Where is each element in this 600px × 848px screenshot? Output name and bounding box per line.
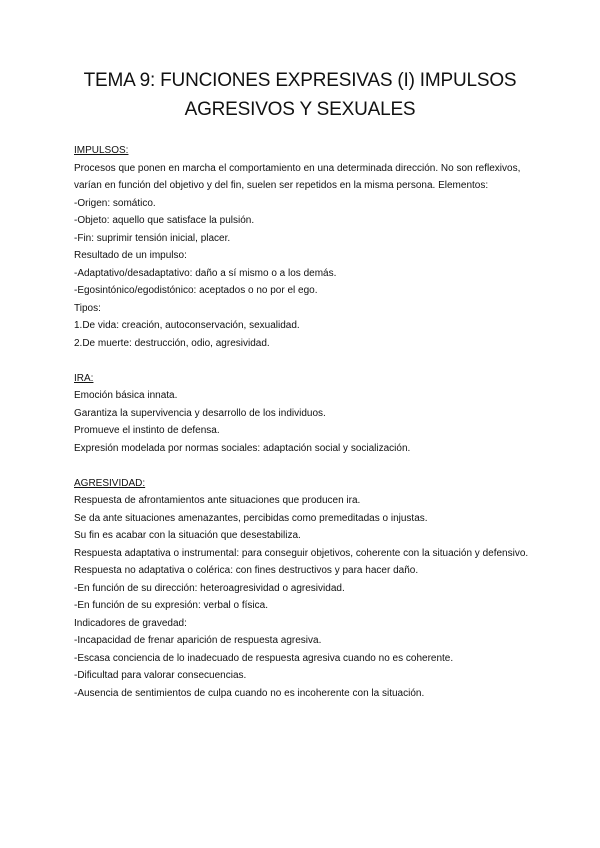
section-heading: AGRESIVIDAD: bbox=[74, 477, 146, 489]
paragraph-line: -Dificultad para valorar consecuencias. bbox=[74, 670, 247, 681]
paragraph-line: -Origen: somático. bbox=[74, 197, 156, 209]
paragraph-line: Garantiza la supervivencia y desarrollo de los individuos. bbox=[74, 407, 326, 419]
paragraph-line: Respuesta adaptativa o instrumental: para conseguir objetivos, coherente con la situación y defensivo. bbox=[74, 547, 529, 559]
paragraph-line: Procesos que ponen en marcha el comportamiento en una determinada dirección. No son reflexivos, varían en función del objetivo y del fin, suelen ser repetidos en la misma persona. Elementos: bbox=[74, 162, 521, 191]
paragraph-line: Respuesta no adaptativa o colérica: con fines destructivos y para hacer daño. bbox=[74, 565, 419, 576]
section-agresividad bbox=[74, 475, 544, 703]
section-impulsos bbox=[74, 142, 544, 352]
paragraph-line: -Escasa conciencia de lo inadecuado de respuesta agresiva cuando no es coherente. bbox=[74, 652, 454, 664]
title-line-1: TEMA 9: FUNCIONES EXPRESIVAS (I) IMPULSOS bbox=[83, 70, 517, 91]
paragraph-line: Emoción básica innata. bbox=[74, 390, 178, 401]
paragraph-line: -Egosintónico/egodistónico: aceptados o no por el ego. bbox=[74, 285, 318, 296]
section-ira bbox=[74, 370, 544, 458]
section-heading: IMPULSOS: bbox=[74, 145, 129, 156]
paragraph-line: Promueve el instinto de defensa. bbox=[74, 425, 220, 436]
title-line-2: AGRESIVOS Y SEXUALES bbox=[184, 99, 416, 120]
paragraph-line: Su fin es acabar con la situación que desestabiliza. bbox=[74, 530, 301, 541]
paragraph-line: Tipos: bbox=[74, 302, 101, 314]
paragraph-line: Se da ante situaciones amenazantes, percibidas como premeditadas o injustas. bbox=[74, 512, 428, 524]
paragraph-line: -Adaptativo/desadaptativo: daño a sí mismo o a los demás. bbox=[74, 267, 337, 279]
paragraph-line: Indicadores de gravedad: bbox=[74, 617, 187, 629]
paragraph-line: Expresión modelada por normas sociales: adaptación social y socialización. bbox=[74, 442, 411, 454]
paragraph-line: Respuesta de afrontamientos ante situaciones que producen ira. bbox=[74, 495, 361, 506]
paragraph-line: -En función de su dirección: heteroagresividad o agresividad. bbox=[74, 582, 345, 594]
paragraph-line: 1.De vida: creación, autoconservación, sexualidad. bbox=[74, 320, 300, 331]
paragraph-line: -Objeto: aquello que satisface la pulsión. bbox=[74, 215, 255, 226]
paragraph-line: 2.De muerte: destrucción, odio, agresividad. bbox=[74, 337, 270, 349]
paragraph-line: -Ausencia de sentimientos de culpa cuando no es incoherente con la situación. bbox=[74, 687, 425, 699]
document-body bbox=[74, 142, 544, 720]
paragraph-line: -En función de su expresión: verbal o física. bbox=[74, 600, 268, 611]
section-heading: IRA: bbox=[74, 372, 94, 384]
paragraph-line: Resultado de un impulso: bbox=[74, 250, 187, 261]
paragraph-line: -Fin: suprimir tensión inicial, placer. bbox=[74, 232, 231, 244]
paragraph-line: -Incapacidad de frenar aparición de respuesta agresiva. bbox=[74, 635, 322, 646]
document-title bbox=[0, 66, 600, 124]
